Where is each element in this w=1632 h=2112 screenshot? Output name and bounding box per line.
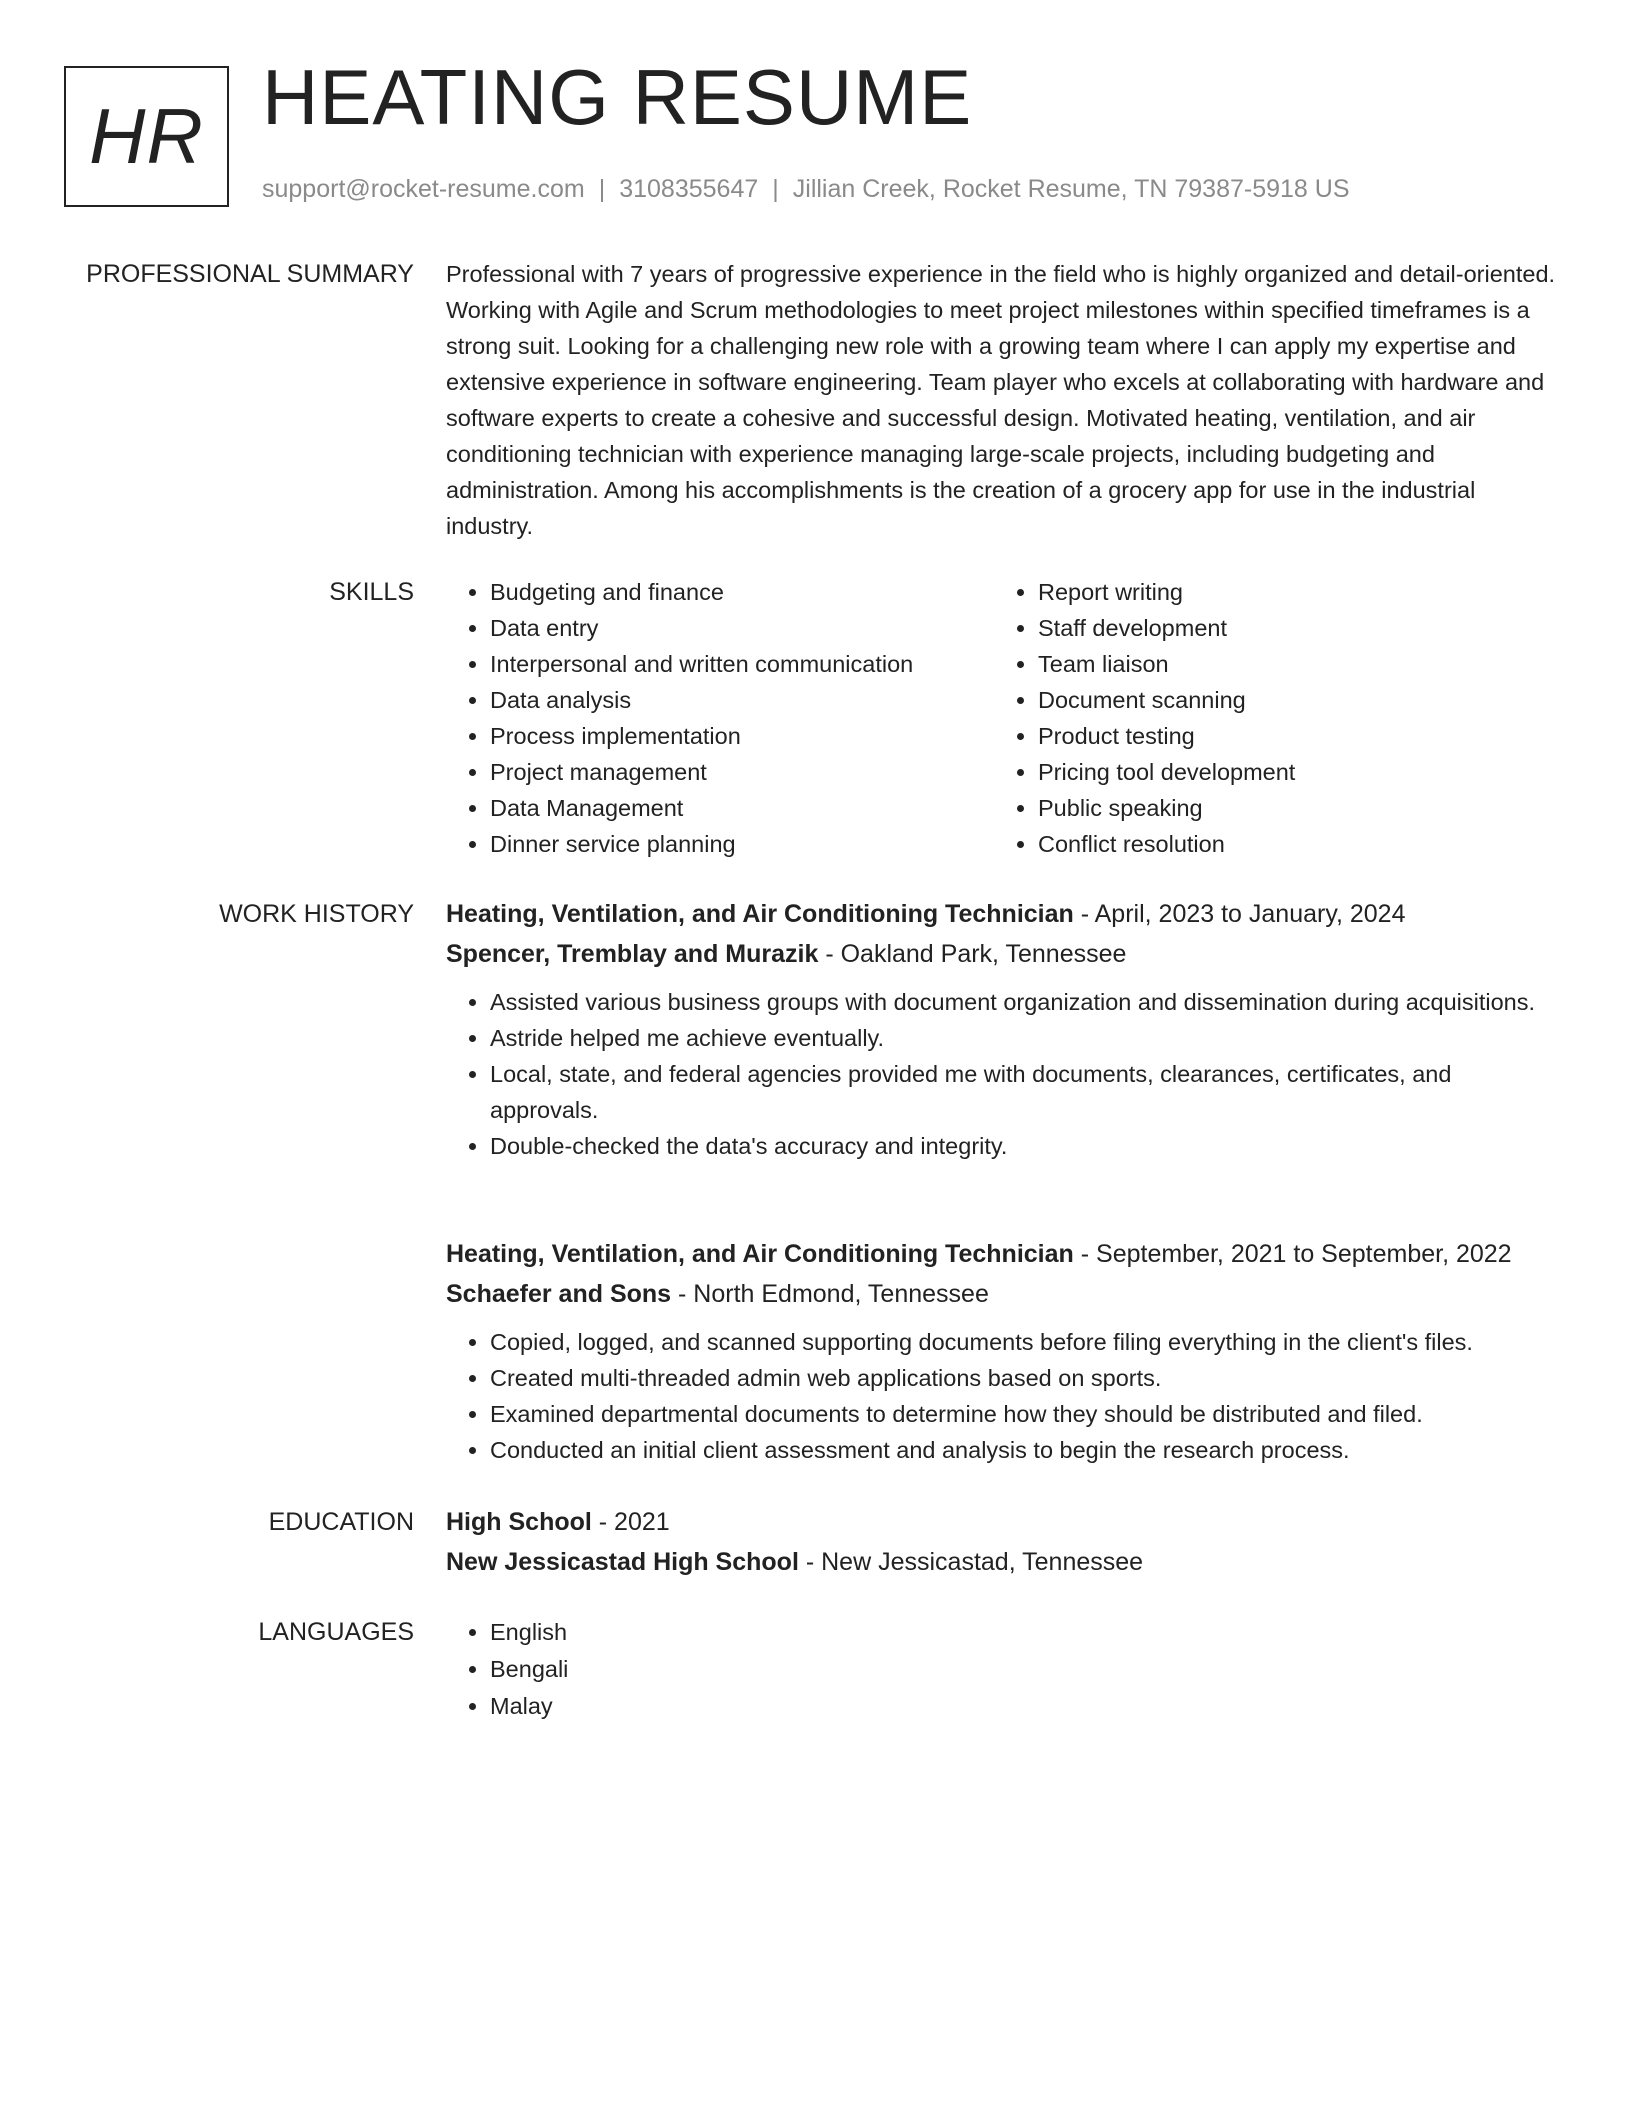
job-entry — [446, 894, 1562, 1164]
contact-address: Jillian Creek, Rocket Resume, TN 79387-5918 US — [792, 175, 1350, 203]
education-school-line — [446, 1542, 1562, 1582]
summary-text: Professional with 7 years of progressive experience in the field who is highly organized and detail-oriented. Working with Agile and Scrum methodologies to meet project milestones within specified timeframes is a strong suit. Looking for a challenging new role with a growing team where I can apply my expertise and extensive experience in software engineering. Team player who excels at collaborating with hardware and software experts to create a cohesive and successful design. Motivated heating, ventilation, and air conditioning technician with experience managing large-scale projects, including budgeting and administration. Among his accomplishments is the creation of a grocery app for use in the industrial industry. — [446, 261, 1556, 539]
job-bullets — [446, 1324, 1562, 1468]
job-company: Schaefer and Sons — [446, 1280, 672, 1308]
job-title-line — [446, 1234, 1562, 1274]
contact-email: support@rocket-resume.com — [262, 175, 585, 203]
education-degree-line — [446, 1502, 1562, 1542]
language-item: • English — [490, 1614, 1562, 1651]
section-label-education: EDUCATION — [268, 1508, 414, 1536]
monogram-box — [64, 66, 229, 207]
job-bullets — [446, 984, 1562, 1164]
resume-name: HEATING RESUME — [262, 53, 973, 141]
job-title: Heating, Ventilation, and Air Conditioning Technician — [446, 1240, 1074, 1268]
skill-item: • Data analysis — [490, 682, 994, 718]
job-location: - North Edmond, Tennessee — [671, 1280, 989, 1308]
education-location: - New Jessicastad, Tennessee — [798, 1548, 1144, 1576]
work-body — [446, 894, 1562, 1463]
education-degree: High School — [446, 1508, 592, 1536]
job-company-line — [446, 934, 1562, 974]
job-company: Spencer, Tremblay and Murazik — [446, 940, 819, 968]
skills-body — [446, 574, 1562, 862]
skill-item: • Interpersonal and written communication — [490, 646, 994, 682]
job-location: - Oakland Park, Tennessee — [818, 940, 1127, 968]
job-bullet: • Double-checked the data's accuracy and integrity. — [490, 1128, 1562, 1164]
monogram-text: HR — [89, 92, 204, 180]
job-company-line — [446, 1274, 1562, 1314]
contact-separator: | — [598, 175, 606, 203]
job-bullet: • Assisted various business groups with document organization and dissemination during acquisitions. — [490, 984, 1562, 1020]
skill-item: • Project management — [490, 754, 994, 790]
skills-column-left — [446, 574, 994, 862]
section-label-skills: SKILLS — [329, 578, 414, 606]
skill-item: • Public speaking — [1038, 790, 1542, 826]
skills-grid — [446, 574, 1562, 862]
education-body — [446, 1502, 1562, 1582]
skill-item: • Process implementation — [490, 718, 994, 754]
summary-body — [446, 256, 1562, 544]
skill-item: • Staff development — [1038, 610, 1542, 646]
job-bullet: • Copied, logged, and scanned supporting documents before filing everything in the client's files. — [490, 1324, 1562, 1360]
language-item: • Malay — [490, 1688, 1562, 1725]
job-dates: - April, 2023 to January, 2024 — [1073, 900, 1406, 928]
contact-phone: 3108355647 — [619, 175, 759, 203]
job-bullet: • Astride helped me achieve eventually. — [490, 1020, 1562, 1056]
job-bullet: • Local, state, and federal agencies provided me with documents, clearances, certificates, and approvals. — [490, 1056, 1562, 1128]
job-bullet: • Conducted an initial client assessment and analysis to begin the research process. — [490, 1432, 1562, 1468]
job-title-line — [446, 894, 1562, 934]
skill-item: • Report writing — [1038, 574, 1542, 610]
skill-item: • Team liaison — [1038, 646, 1542, 682]
skill-item: • Budgeting and finance — [490, 574, 994, 610]
job-bullet: • Examined departmental documents to determine how they should be distributed and filed. — [490, 1396, 1562, 1432]
section-label-work: WORK HISTORY — [219, 900, 414, 928]
section-label-languages: LANGUAGES — [258, 1618, 414, 1646]
languages-list — [446, 1614, 1562, 1725]
skill-item: • Data entry — [490, 610, 994, 646]
skill-item: • Document scanning — [1038, 682, 1542, 718]
job-entry — [446, 1234, 1562, 1468]
job-title: Heating, Ventilation, and Air Conditioning Technician — [446, 900, 1074, 928]
skill-item: • Product testing — [1038, 718, 1542, 754]
job-bullet: • Created multi-threaded admin web applications based on sports. — [490, 1360, 1562, 1396]
skill-item: • Data Management — [490, 790, 994, 826]
languages-body — [446, 1614, 1562, 1725]
section-label-summary: PROFESSIONAL SUMMARY — [86, 260, 414, 288]
skill-item: • Pricing tool development — [1038, 754, 1542, 790]
job-dates: - September, 2021 to September, 2022 — [1073, 1240, 1512, 1268]
language-item: • Bengali — [490, 1651, 1562, 1688]
contact-separator: | — [772, 175, 779, 203]
skill-item: • Dinner service planning — [490, 826, 994, 862]
contact-line — [262, 175, 1350, 204]
education-school: New Jessicastad High School — [446, 1548, 799, 1576]
education-year: - 2021 — [591, 1508, 670, 1536]
skills-column-right — [994, 574, 1542, 862]
skill-item: • Conflict resolution — [1038, 826, 1542, 862]
